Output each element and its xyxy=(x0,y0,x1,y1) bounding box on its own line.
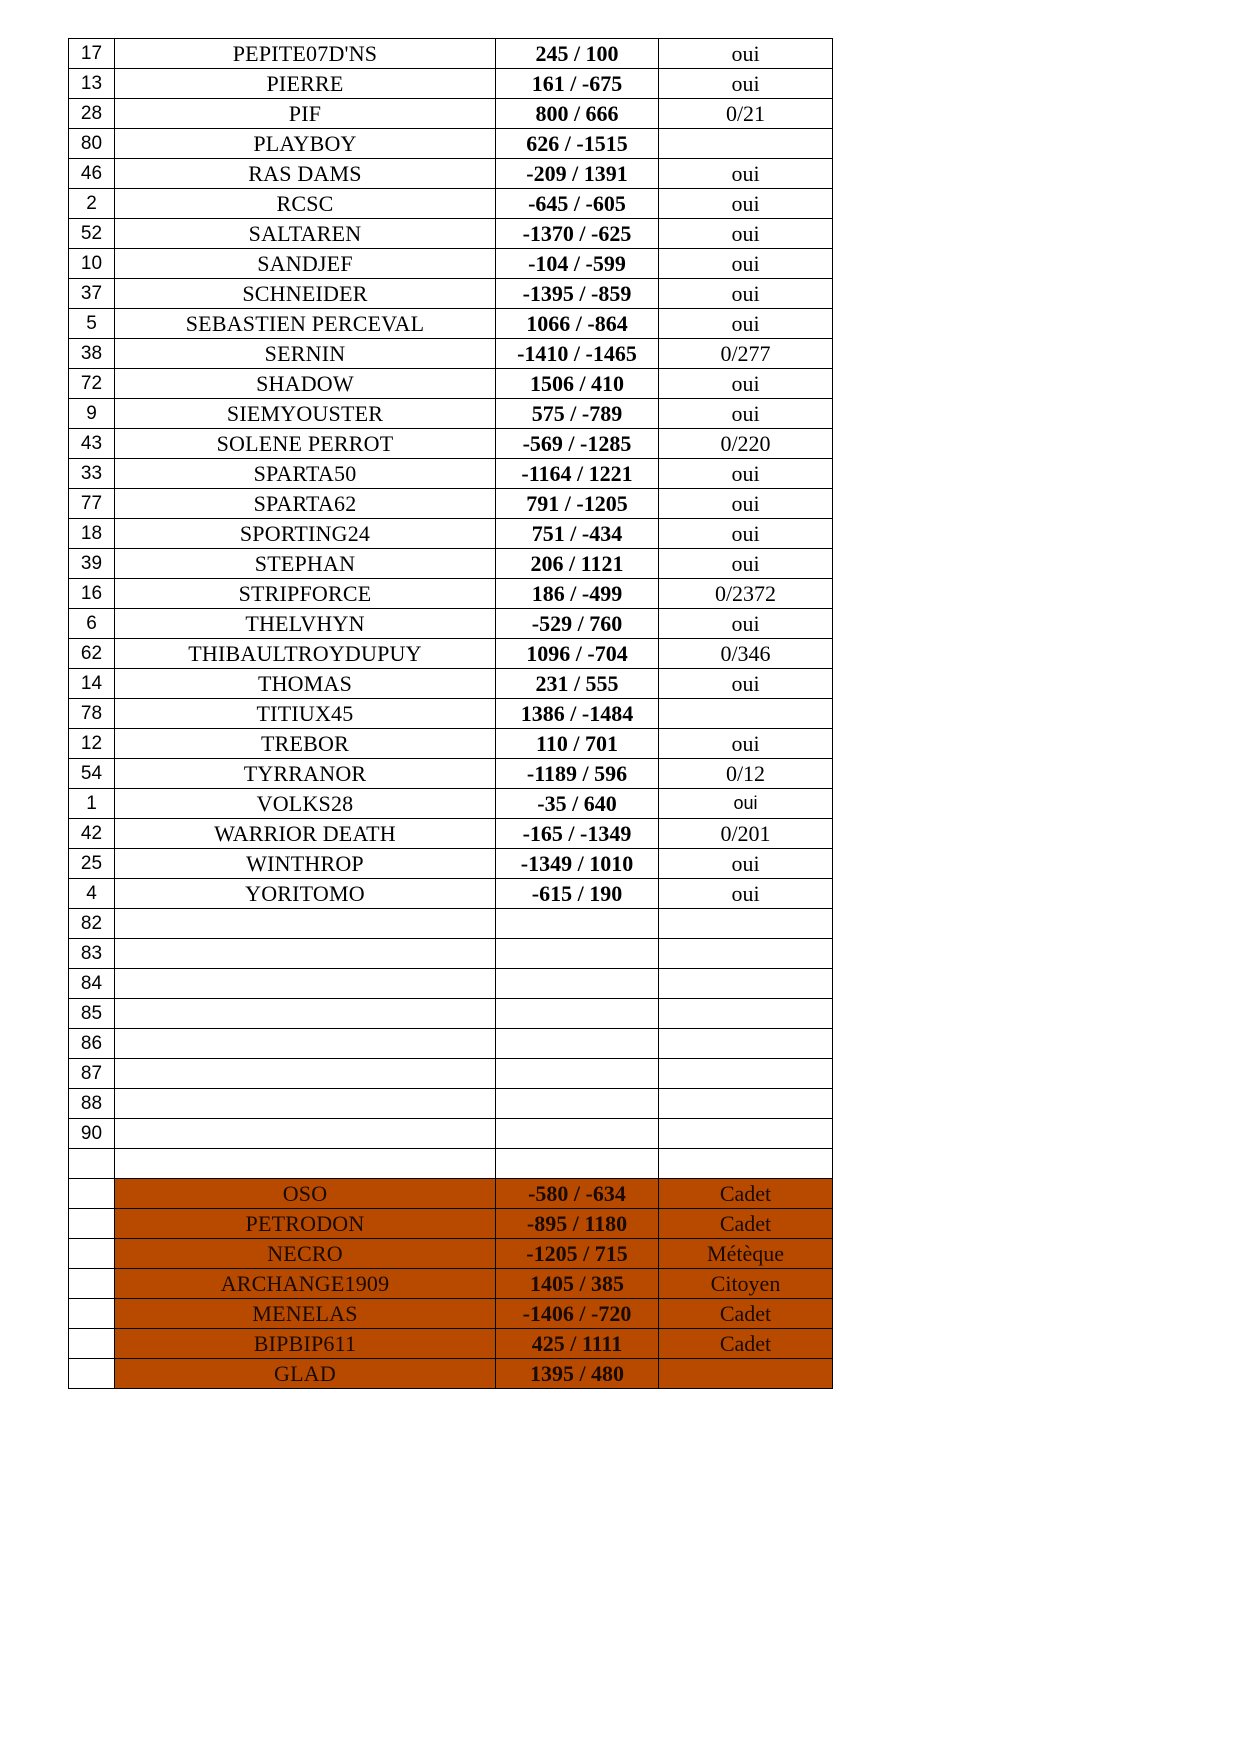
row-number-cell[interactable]: 77 xyxy=(69,489,115,519)
player-name-cell[interactable]: SCHNEIDER xyxy=(115,279,496,309)
status-cell[interactable]: oui xyxy=(659,459,833,489)
player-name-cell[interactable] xyxy=(115,1119,496,1149)
coordinates-cell[interactable]: -1189 / 596 xyxy=(496,759,659,789)
table-row xyxy=(69,579,833,609)
coordinates-cell[interactable]: 1405 / 385 xyxy=(496,1269,659,1299)
coordinates-cell[interactable]: 800 / 666 xyxy=(496,99,659,129)
table-row xyxy=(69,1149,833,1179)
table-row xyxy=(69,759,833,789)
coordinates-cell[interactable] xyxy=(496,939,659,969)
row-number-cell[interactable]: 43 xyxy=(69,429,115,459)
table-row xyxy=(69,279,833,309)
row-number-cell[interactable]: 17 xyxy=(69,39,115,69)
coordinates-cell[interactable] xyxy=(496,1059,659,1089)
table-row xyxy=(69,819,833,849)
player-name-cell[interactable]: RCSC xyxy=(115,189,496,219)
status-cell[interactable]: oui xyxy=(659,549,833,579)
table-row xyxy=(69,189,833,219)
player-name-cell[interactable]: GLAD xyxy=(115,1359,496,1389)
player-name-cell[interactable]: THELVHYN xyxy=(115,609,496,639)
status-cell[interactable] xyxy=(659,969,833,999)
status-cell[interactable]: 0/12 xyxy=(659,759,833,789)
row-number-cell[interactable]: 25 xyxy=(69,849,115,879)
row-number-cell[interactable]: 78 xyxy=(69,699,115,729)
row-number-cell[interactable]: 42 xyxy=(69,819,115,849)
coordinates-cell[interactable]: -35 / 640 xyxy=(496,789,659,819)
player-name-cell[interactable]: RAS DAMS xyxy=(115,159,496,189)
status-cell[interactable]: oui xyxy=(659,879,833,909)
status-cell[interactable]: Cadet xyxy=(659,1299,833,1329)
player-name-cell[interactable]: WARRIOR DEATH xyxy=(115,819,496,849)
table-row xyxy=(69,219,833,249)
status-cell[interactable] xyxy=(659,909,833,939)
status-cell[interactable]: 0/220 xyxy=(659,429,833,459)
status-cell[interactable] xyxy=(659,999,833,1029)
row-number-cell[interactable] xyxy=(69,1179,115,1209)
coordinates-cell[interactable] xyxy=(496,969,659,999)
status-cell[interactable]: oui xyxy=(659,159,833,189)
player-name-cell[interactable]: NECRO xyxy=(115,1239,496,1269)
table-row xyxy=(69,519,833,549)
status-cell[interactable]: oui xyxy=(659,729,833,759)
coordinates-cell[interactable]: -165 / -1349 xyxy=(496,819,659,849)
row-number-cell[interactable]: 85 xyxy=(69,999,115,1029)
table-row xyxy=(69,399,833,429)
row-number-cell[interactable]: 12 xyxy=(69,729,115,759)
status-cell[interactable]: oui xyxy=(659,369,833,399)
row-number-cell[interactable] xyxy=(69,1269,115,1299)
coordinates-cell[interactable]: -1349 / 1010 xyxy=(496,849,659,879)
player-name-cell[interactable]: SEBASTIEN PERCEVAL xyxy=(115,309,496,339)
player-name-cell[interactable]: SIEMYOUSTER xyxy=(115,399,496,429)
player-name-cell[interactable]: YORITOMO xyxy=(115,879,496,909)
row-number-cell[interactable]: 62 xyxy=(69,639,115,669)
table-row xyxy=(69,459,833,489)
status-cell[interactable]: oui xyxy=(659,39,833,69)
table-row xyxy=(69,369,833,399)
player-name-cell[interactable]: VOLKS28 xyxy=(115,789,496,819)
row-number-cell[interactable]: 87 xyxy=(69,1059,115,1089)
status-cell[interactable]: 0/346 xyxy=(659,639,833,669)
player-name-cell[interactable]: PIERRE xyxy=(115,69,496,99)
player-name-cell[interactable]: TREBOR xyxy=(115,729,496,759)
coordinates-cell[interactable]: -209 / 1391 xyxy=(496,159,659,189)
coordinates-cell[interactable]: 1395 / 480 xyxy=(496,1359,659,1389)
row-number-cell[interactable]: 4 xyxy=(69,879,115,909)
status-cell[interactable]: oui xyxy=(659,249,833,279)
table-row xyxy=(69,789,833,819)
row-number-cell[interactable]: 16 xyxy=(69,579,115,609)
row-number-cell[interactable]: 84 xyxy=(69,969,115,999)
table-row xyxy=(69,249,833,279)
row-number-cell[interactable]: 33 xyxy=(69,459,115,489)
coordinates-cell[interactable]: 206 / 1121 xyxy=(496,549,659,579)
highlighted-table-row xyxy=(69,1299,833,1329)
coordinates-cell[interactable]: -615 / 190 xyxy=(496,879,659,909)
coordinates-cell[interactable]: -1406 / -720 xyxy=(496,1299,659,1329)
coordinates-cell[interactable]: -1205 / 715 xyxy=(496,1239,659,1269)
row-number-cell[interactable] xyxy=(69,1239,115,1269)
row-number-cell[interactable]: 28 xyxy=(69,99,115,129)
status-cell[interactable] xyxy=(659,129,833,159)
table-row xyxy=(69,129,833,159)
player-name-cell[interactable]: TITIUX45 xyxy=(115,699,496,729)
player-name-cell[interactable] xyxy=(115,969,496,999)
player-name-cell[interactable]: OSO xyxy=(115,1179,496,1209)
status-cell[interactable] xyxy=(659,1359,833,1389)
coordinates-cell[interactable] xyxy=(496,1119,659,1149)
coordinates-cell[interactable]: 751 / -434 xyxy=(496,519,659,549)
status-cell[interactable]: Métèque xyxy=(659,1239,833,1269)
status-cell[interactable]: Cadet xyxy=(659,1329,833,1359)
table-row xyxy=(69,909,833,939)
status-cell[interactable] xyxy=(659,939,833,969)
status-cell[interactable] xyxy=(659,1119,833,1149)
player-name-cell[interactable]: PEPITE07D'NS xyxy=(115,39,496,69)
player-name-cell[interactable]: SHADOW xyxy=(115,369,496,399)
status-cell[interactable]: oui xyxy=(659,399,833,429)
player-name-cell[interactable]: SPORTING24 xyxy=(115,519,496,549)
player-name-cell[interactable]: SERNIN xyxy=(115,339,496,369)
status-cell[interactable]: 0/21 xyxy=(659,99,833,129)
row-number-cell[interactable]: 90 xyxy=(69,1119,115,1149)
coordinates-cell[interactable] xyxy=(496,1089,659,1119)
coordinates-cell[interactable]: -529 / 760 xyxy=(496,609,659,639)
table-row xyxy=(69,429,833,459)
table-row xyxy=(69,309,833,339)
coordinates-cell[interactable]: -1164 / 1221 xyxy=(496,459,659,489)
row-number-cell[interactable]: 37 xyxy=(69,279,115,309)
coordinates-cell[interactable]: -895 / 1180 xyxy=(496,1209,659,1239)
player-name-cell[interactable] xyxy=(115,939,496,969)
row-number-cell[interactable]: 80 xyxy=(69,129,115,159)
highlighted-table-row xyxy=(69,1239,833,1269)
status-cell[interactable]: oui xyxy=(659,849,833,879)
row-number-cell[interactable]: 18 xyxy=(69,519,115,549)
player-name-cell[interactable]: ARCHANGE1909 xyxy=(115,1269,496,1299)
status-cell[interactable]: 0/277 xyxy=(659,339,833,369)
player-name-cell[interactable]: PETRODON xyxy=(115,1209,496,1239)
player-name-cell[interactable]: WINTHROP xyxy=(115,849,496,879)
coordinates-cell[interactable]: 1066 / -864 xyxy=(496,309,659,339)
row-number-cell[interactable]: 9 xyxy=(69,399,115,429)
player-name-cell[interactable]: PLAYBOY xyxy=(115,129,496,159)
player-name-cell[interactable]: THIBAULTROYDUPUY xyxy=(115,639,496,669)
player-name-cell[interactable] xyxy=(115,1059,496,1089)
status-cell[interactable]: oui xyxy=(659,69,833,99)
table-row xyxy=(69,1089,833,1119)
player-name-cell[interactable]: BIPBIP611 xyxy=(115,1329,496,1359)
coordinates-cell[interactable] xyxy=(496,909,659,939)
row-number-cell[interactable]: 72 xyxy=(69,369,115,399)
table-row xyxy=(69,879,833,909)
coordinates-cell[interactable]: 575 / -789 xyxy=(496,399,659,429)
table-row xyxy=(69,39,833,69)
coordinates-cell[interactable]: 161 / -675 xyxy=(496,69,659,99)
player-name-cell[interactable]: SOLENE PERROT xyxy=(115,429,496,459)
coordinates-cell[interactable]: 1096 / -704 xyxy=(496,639,659,669)
table-row xyxy=(69,939,833,969)
table-row xyxy=(69,1059,833,1089)
player-name-cell[interactable]: THOMAS xyxy=(115,669,496,699)
status-cell[interactable] xyxy=(659,699,833,729)
table-row xyxy=(69,1119,833,1149)
coordinates-cell[interactable]: -569 / -1285 xyxy=(496,429,659,459)
row-number-cell[interactable]: 1 xyxy=(69,789,115,819)
table-row xyxy=(69,699,833,729)
row-number-cell[interactable]: 10 xyxy=(69,249,115,279)
status-cell[interactable]: Cadet xyxy=(659,1179,833,1209)
status-cell[interactable]: oui xyxy=(659,669,833,699)
coordinates-cell[interactable]: -580 / -634 xyxy=(496,1179,659,1209)
player-name-cell[interactable] xyxy=(115,1149,496,1179)
table-row xyxy=(69,1029,833,1059)
row-number-cell[interactable] xyxy=(69,1359,115,1389)
player-name-cell[interactable]: STEPHAN xyxy=(115,549,496,579)
row-number-cell[interactable]: 82 xyxy=(69,909,115,939)
row-number-cell[interactable]: 14 xyxy=(69,669,115,699)
status-cell[interactable]: oui xyxy=(659,189,833,219)
table-row xyxy=(69,609,833,639)
coordinates-cell[interactable] xyxy=(496,1029,659,1059)
player-name-cell[interactable]: STRIPFORCE xyxy=(115,579,496,609)
table-row xyxy=(69,969,833,999)
coordinates-cell[interactable]: -645 / -605 xyxy=(496,189,659,219)
status-cell[interactable]: oui xyxy=(659,489,833,519)
coordinates-cell[interactable]: 1506 / 410 xyxy=(496,369,659,399)
player-name-cell[interactable]: SPARTA50 xyxy=(115,459,496,489)
row-number-cell[interactable] xyxy=(69,1299,115,1329)
table-row xyxy=(69,639,833,669)
status-cell[interactable]: oui xyxy=(659,789,833,819)
player-name-cell[interactable]: PIF xyxy=(115,99,496,129)
status-cell[interactable]: oui xyxy=(659,609,833,639)
coordinates-cell[interactable]: 1386 / -1484 xyxy=(496,699,659,729)
coordinates-cell[interactable]: 231 / 555 xyxy=(496,669,659,699)
coordinates-cell[interactable]: 791 / -1205 xyxy=(496,489,659,519)
status-cell[interactable] xyxy=(659,1149,833,1179)
table-body xyxy=(69,39,833,1389)
player-name-cell[interactable] xyxy=(115,909,496,939)
table-row xyxy=(69,99,833,129)
player-name-cell[interactable] xyxy=(115,999,496,1029)
status-cell[interactable]: oui xyxy=(659,279,833,309)
player-name-cell[interactable]: SPARTA62 xyxy=(115,489,496,519)
highlighted-table-row xyxy=(69,1329,833,1359)
status-cell[interactable]: Cadet xyxy=(659,1209,833,1239)
coordinates-cell[interactable]: -104 / -599 xyxy=(496,249,659,279)
row-number-cell[interactable]: 88 xyxy=(69,1089,115,1119)
coordinates-cell[interactable] xyxy=(496,999,659,1029)
table-row xyxy=(69,549,833,579)
row-number-cell[interactable]: 54 xyxy=(69,759,115,789)
table-row xyxy=(69,489,833,519)
status-cell[interactable] xyxy=(659,1089,833,1119)
coordinates-cell[interactable]: 186 / -499 xyxy=(496,579,659,609)
table-row xyxy=(69,69,833,99)
status-cell[interactable]: oui xyxy=(659,219,833,249)
player-name-cell[interactable]: TYRRANOR xyxy=(115,759,496,789)
status-cell[interactable]: oui xyxy=(659,309,833,339)
table-row xyxy=(69,339,833,369)
row-number-cell[interactable] xyxy=(69,1209,115,1239)
highlighted-table-row xyxy=(69,1269,833,1299)
row-number-cell[interactable]: 52 xyxy=(69,219,115,249)
row-number-cell[interactable]: 83 xyxy=(69,939,115,969)
row-number-cell[interactable]: 13 xyxy=(69,69,115,99)
table-row xyxy=(69,849,833,879)
coordinates-cell[interactable]: -1395 / -859 xyxy=(496,279,659,309)
table-row xyxy=(69,729,833,759)
status-cell[interactable]: 0/201 xyxy=(659,819,833,849)
table-row xyxy=(69,669,833,699)
player-name-cell[interactable]: SALTAREN xyxy=(115,219,496,249)
coordinates-cell[interactable]: -1410 / -1465 xyxy=(496,339,659,369)
player-name-cell[interactable]: MENELAS xyxy=(115,1299,496,1329)
status-cell[interactable] xyxy=(659,1059,833,1089)
row-number-cell[interactable]: 86 xyxy=(69,1029,115,1059)
coordinates-cell[interactable]: 245 / 100 xyxy=(496,39,659,69)
coordinates-cell[interactable]: 110 / 701 xyxy=(496,729,659,759)
row-number-cell[interactable]: 6 xyxy=(69,609,115,639)
coordinates-cell[interactable]: -1370 / -625 xyxy=(496,219,659,249)
status-cell[interactable]: Citoyen xyxy=(659,1269,833,1299)
highlighted-table-row xyxy=(69,1209,833,1239)
coordinates-cell[interactable]: 626 / -1515 xyxy=(496,129,659,159)
row-number-cell[interactable]: 2 xyxy=(69,189,115,219)
highlighted-table-row xyxy=(69,1359,833,1389)
row-number-cell[interactable] xyxy=(69,1149,115,1179)
player-name-cell[interactable] xyxy=(115,1029,496,1059)
status-cell[interactable] xyxy=(659,1029,833,1059)
spreadsheet-table xyxy=(68,38,833,1389)
player-name-cell[interactable]: SANDJEF xyxy=(115,249,496,279)
table-row xyxy=(69,159,833,189)
status-cell[interactable]: oui xyxy=(659,519,833,549)
row-number-cell[interactable]: 5 xyxy=(69,309,115,339)
coordinates-cell[interactable] xyxy=(496,1149,659,1179)
row-number-cell[interactable] xyxy=(69,1329,115,1359)
highlighted-table-row xyxy=(69,1179,833,1209)
player-name-cell[interactable] xyxy=(115,1089,496,1119)
coordinates-cell[interactable]: 425 / 1111 xyxy=(496,1329,659,1359)
row-number-cell[interactable]: 38 xyxy=(69,339,115,369)
row-number-cell[interactable]: 46 xyxy=(69,159,115,189)
row-number-cell[interactable]: 39 xyxy=(69,549,115,579)
status-cell[interactable]: 0/2372 xyxy=(659,579,833,609)
table-row xyxy=(69,999,833,1029)
